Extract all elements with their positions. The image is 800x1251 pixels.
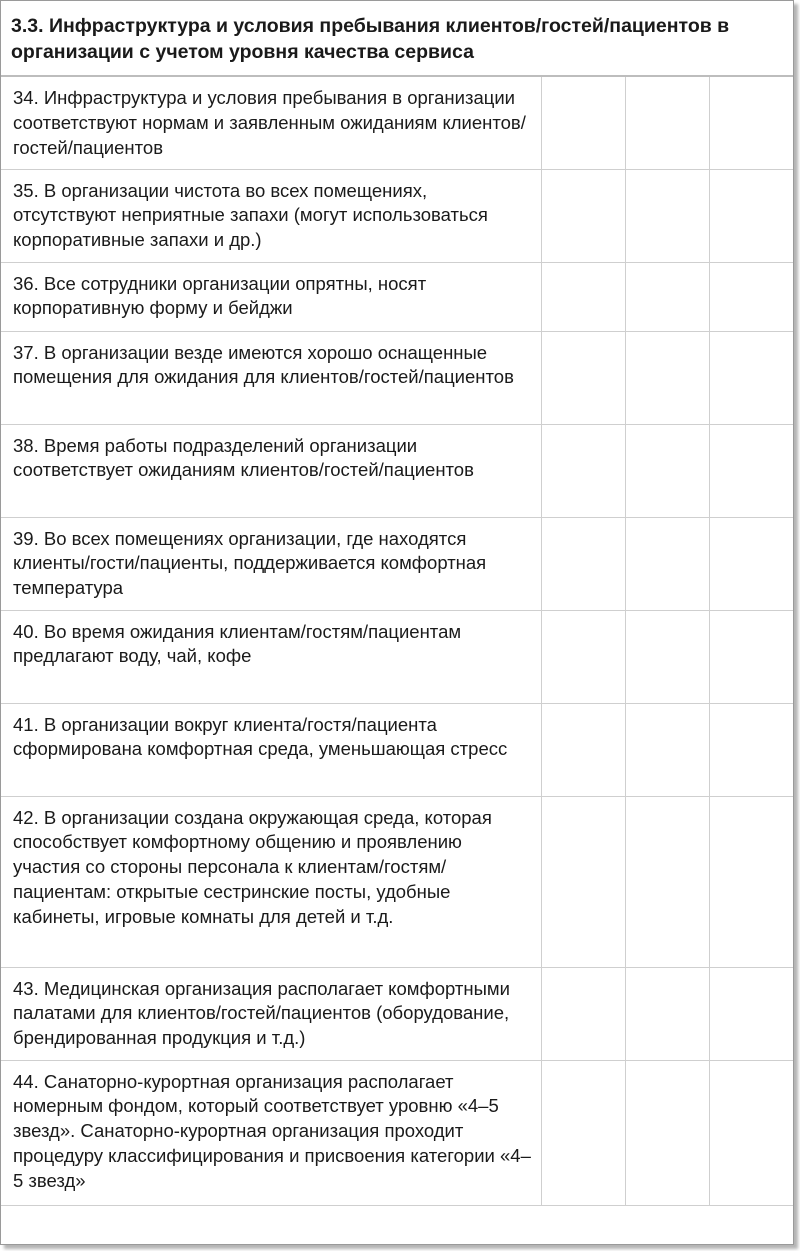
table-row <box>1 262 793 331</box>
answer-cell[interactable] <box>709 796 793 967</box>
answer-cell[interactable] <box>709 610 793 703</box>
answer-cell[interactable] <box>541 262 625 331</box>
answer-cell[interactable] <box>709 76 793 169</box>
table-row <box>1 796 793 967</box>
table-row <box>1 967 793 1060</box>
question-text: 36. Все сотрудники организации опрятны, носят корпоративную форму и бейджи <box>1 262 541 331</box>
answer-cell[interactable] <box>541 169 625 262</box>
answer-cell[interactable] <box>709 169 793 262</box>
question-text: 41. В организации вокруг клиента/гостя/пациента сформирована комфортная среда, уменьшающая стресс <box>1 703 541 796</box>
answer-cell[interactable] <box>541 703 625 796</box>
answer-cell[interactable] <box>709 262 793 331</box>
table-row <box>1 76 793 169</box>
table-row <box>1 331 793 424</box>
answer-cell[interactable] <box>625 424 709 517</box>
question-text: 43. Медицинская организация располагает комфортными палатами для клиентов/гостей/пациентов (оборудование, брендированная продукция и т.д.) <box>1 967 541 1060</box>
table-row <box>1 169 793 262</box>
question-text: 38. Время работы подразделений организации соответствует ожиданиям клиентов/гостей/пациентов <box>1 424 541 517</box>
question-text: 35. В организации чистота во всех помещениях, отсутствуют неприятные запахи (могут использоваться корпоративные запахи и др.) <box>1 169 541 262</box>
answer-cell[interactable] <box>541 796 625 967</box>
answer-cell[interactable] <box>709 424 793 517</box>
table-row <box>1 1060 793 1205</box>
answer-cell[interactable] <box>625 262 709 331</box>
checklist-table <box>1 1 793 1206</box>
answer-cell[interactable] <box>625 331 709 424</box>
answer-cell[interactable] <box>709 517 793 610</box>
question-text: 39. Во всех помещениях организации, где находятся клиенты/гости/пациенты, поддерживается комфортная температура <box>1 517 541 610</box>
answer-cell[interactable] <box>625 1060 709 1205</box>
answer-cell[interactable] <box>625 517 709 610</box>
table-row <box>1 610 793 703</box>
answer-cell[interactable] <box>541 610 625 703</box>
answer-cell[interactable] <box>541 331 625 424</box>
table-row <box>1 517 793 610</box>
answer-cell[interactable] <box>541 1060 625 1205</box>
question-text: 44. Санаторно-курортная организация располагает номерным фондом, который соответствует уровню «4–5 звезд». Санаторно-курортная организация проходит процедуру классифицирования и присвоения категории «4–5 звезд» <box>1 1060 541 1205</box>
answer-cell[interactable] <box>709 331 793 424</box>
answer-cell[interactable] <box>625 169 709 262</box>
answer-cell[interactable] <box>625 610 709 703</box>
answer-cell[interactable] <box>541 967 625 1060</box>
question-text: 37. В организации везде имеются хорошо оснащенные помещения для ожидания для клиентов/гостей/пациентов <box>1 331 541 424</box>
answer-cell[interactable] <box>625 967 709 1060</box>
answer-cell[interactable] <box>541 517 625 610</box>
section-header-row <box>1 1 793 76</box>
answer-cell[interactable] <box>709 1060 793 1205</box>
section-title: 3.3. Инфраструктура и условия пребывания клиентов/гостей/пациентов в организации с учетом уровня качества сервиса <box>1 1 793 76</box>
table-row <box>1 424 793 517</box>
question-text: 40. Во время ожидания клиентам/гостям/пациентам предлагают воду, чай, кофе <box>1 610 541 703</box>
answer-cell[interactable] <box>625 796 709 967</box>
answer-cell[interactable] <box>625 703 709 796</box>
table-row <box>1 703 793 796</box>
answer-cell[interactable] <box>625 76 709 169</box>
question-text: 42. В организации создана окружающая среда, которая способствует комфортному общению и проявлению участия со стороны персонала к клиентам/гостям/пациентам: открытые сестринские посты, удобные кабинеты, игровые комнаты для детей и т.д. <box>1 796 541 967</box>
answer-cell[interactable] <box>709 967 793 1060</box>
answer-cell[interactable] <box>541 76 625 169</box>
answer-cell[interactable] <box>709 703 793 796</box>
question-text: 34. Инфраструктура и условия пребывания в организации соответствуют нормам и заявленным ожиданиям клиентов/гостей/пациентов <box>1 76 541 169</box>
answer-cell[interactable] <box>541 424 625 517</box>
